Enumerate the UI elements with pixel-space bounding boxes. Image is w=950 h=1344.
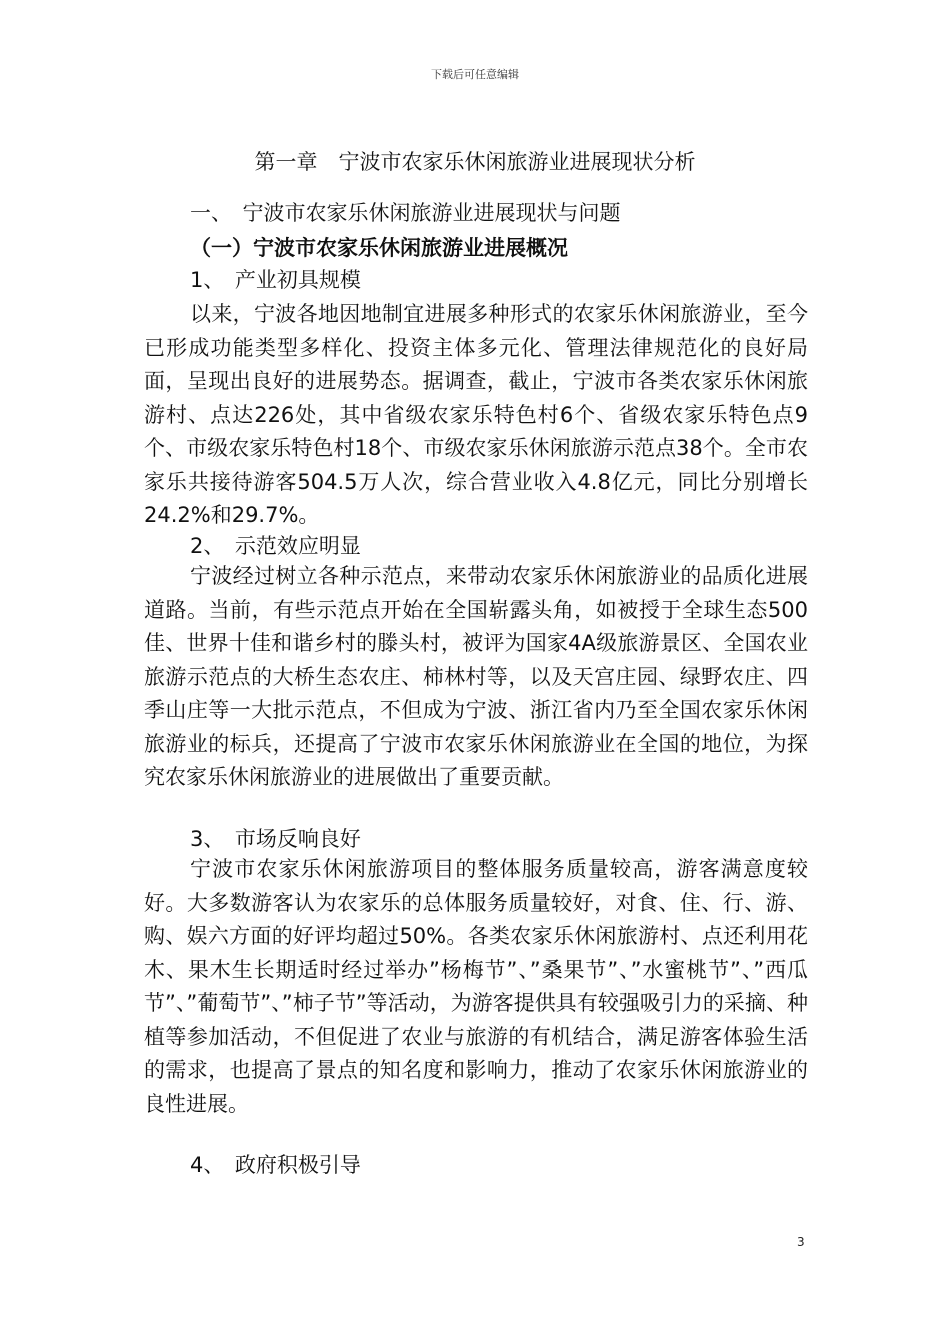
item-heading-2: 2、 示范效应明显 [190, 534, 361, 558]
subsection-heading: （一）宁波市农家乐休闲旅游业进展概况 [190, 236, 568, 260]
paragraph-3: 宁波市农家乐休闲旅游项目的整体服务质量较高，游客满意度较好。大多数游客认为农家乐的总体服务质量较好，对食、住、行、游、购、娱六方面的好评均超过50%。各类农家乐休闲旅游村、点还利用花木、果木生长期适时经过举办”杨梅节”、”桑果节”、”水蜜桃节”、”西瓜节”、”葡萄节”、”柿子节”等活动，为游客提供具有较强吸引力的采摘、种植等参加活动，不但促进了农业与旅游的有机结合，满足游客体验生活的需求，也提高了景点的知名度和影响力，推动了农家乐休闲旅游业的良性进展。 [144, 857, 808, 1116]
paragraph-2: 宁波经过树立各种示范点，来带动农家乐休闲旅游业的品质化进展道路。当前，有些示范点开始在全国崭露头角，如被授于全球生态500佳、世界十佳和谐乡村的滕头村，被评为国家4A级旅游景区、全国农业旅游示范点的大桥生态农庄、柿林村等，以及天宫庄园、绿野农庄、四季山庄等一大批示范点，不但成为宁波、浙江省内乃至全国农家乐休闲旅游业的标兵，还提高了宁波市农家乐休闲旅游业在全国的地位，为探究农家乐休闲旅游业的进展做出了重要贡献。 [144, 564, 808, 789]
section-heading: 一、 宁波市农家乐休闲旅游业进展现状与问题 [190, 201, 621, 225]
item-heading-3: 3、 市场反响良好 [190, 827, 361, 851]
header-note: 下载后可任意编辑 [431, 68, 519, 81]
chapter-title: 第一章 宁波市农家乐休闲旅游业进展现状分析 [254, 150, 696, 174]
item-heading-4: 4、 政府积极引导 [190, 1153, 361, 1177]
paragraph-1: 以来，宁波各地因地制宜进展多种形式的农家乐休闲旅游业，至今已形成功能类型多样化、投资主体多元化、管理法律规范化的良好局面，呈现出良好的进展势态。据调查，截止，宁波市各类农家乐休闲旅游村、点达226处，其中省级农家乐特色村6个、省级农家乐特色点9个、市级农家乐特色村18个、市级农家乐休闲旅游示范点38个。全市农家乐共接待游客504.5万人次，综合营业收入4.8亿元，同比分别增长24.2%和29.7%。 [144, 302, 808, 527]
page-number: 3 [797, 1235, 805, 1249]
item-heading-1: 1、 产业初具规模 [190, 268, 361, 292]
